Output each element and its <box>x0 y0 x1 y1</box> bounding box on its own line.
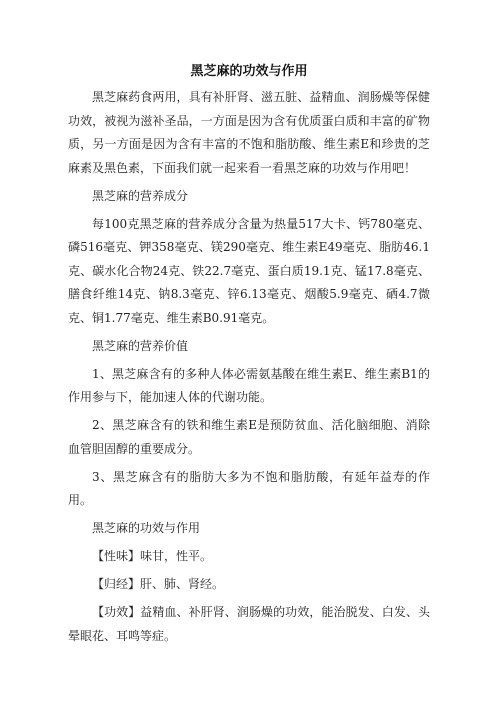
section-heading-nutrients: 黑芝麻的营养成分 <box>92 188 189 203</box>
value-item-3: 3、黑芝麻含有的脂肪大多为不饱和脂肪酸，有延年益寿的作用。 <box>68 469 430 507</box>
effect-taste: 【性味】味甘，性平。 <box>92 549 213 563</box>
effect-meridian: 【归经】肝、肺、肾经。 <box>92 577 225 591</box>
effect-function: 【功效】益精血、补肝肾、润肠燥的功效，能治脱发、白发、头晕眼花、耳鸣等症。 <box>68 605 430 643</box>
value-item-2: 2、黑芝麻含有的铁和维生素E是预防贫血、活化脑细胞、消除血管胆固醇的重要成分。 <box>68 418 430 456</box>
document-body <box>68 63 430 653</box>
intro-paragraph: 黑芝麻药食两用，具有补肝肾、滋五脏、益精血、润肠燥等保健功效，被视为滋补圣品，一方面是因为含有优质蛋白质和丰富的矿物质，另一方面是因为含有丰富的不饱和脂肪酸、维生素E和珍贵的芝麻素及黑色素，下面我们就一起来看一看黑芝麻的功效与作用吧！ <box>68 90 430 175</box>
section-heading-value: 黑芝麻的营养价值 <box>92 338 189 353</box>
value-item-1: 1、黑芝麻含有的多种人体必需氨基酸在维生素E、维生素B1的作用参与下，能加速人体的代谢功能。 <box>68 366 430 404</box>
document-title: 黑芝麻的功效与作用 <box>190 64 308 79</box>
nutrients-paragraph: 每100克黑芝麻的营养成分含量为热量517大卡、钙780毫克、磷516毫克、钾358毫克、镁290毫克、维生素E49毫克、脂肪46.1克、碳水化合物24克、铁22.7毫克、蛋白质19.1克、锰17.8毫克、膳食纤维14克、钠8.3毫克、锌6.13毫克、烟酸5.9毫克、硒4.7微克、铜1.77毫克、维生素B0.91毫克。 <box>68 216 430 325</box>
section-heading-effects: 黑芝麻的功效与作用 <box>92 521 201 535</box>
